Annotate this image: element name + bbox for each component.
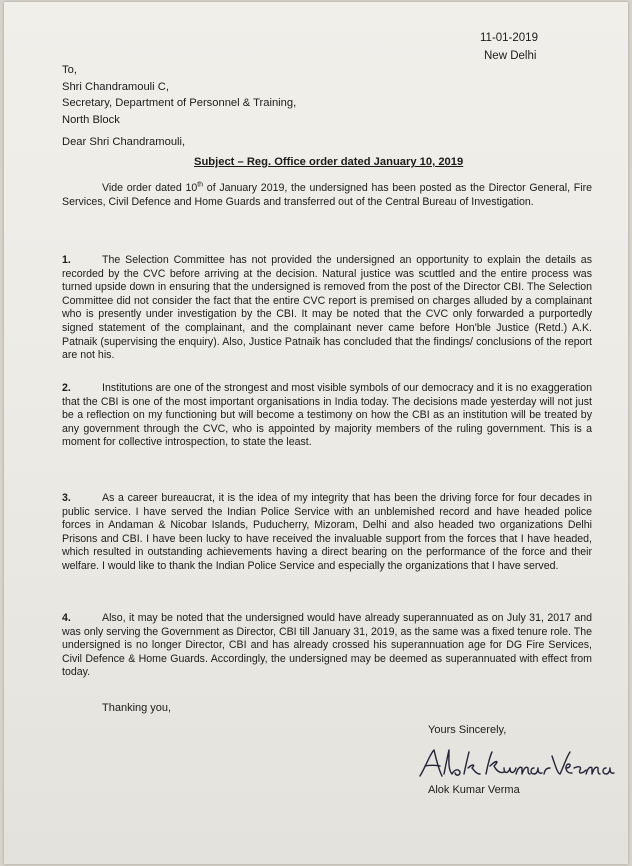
paragraph-4: [62, 612, 592, 680]
intro-text-end: of January 2019, the undersigned has been posted as the Director General, Fire Services, Civil Defence and Home Guards and transferred out of the Central Bureau of Investigation.: [62, 182, 592, 208]
letter-place: New Delhi: [484, 50, 537, 62]
paragraph-text: Institutions are one of the strongest and most visible symbols of our democracy and it is no exaggeration that the CBI is one of the most important organisations in India today. The decisions made yesterday will not just be a reflection on my functioning but will become a testimony on how the CBI as an institution will be treated by any government through the CVC, who is appointed by majority members of the ruling government. This is a moment for collective introspection, to state the least.: [62, 382, 592, 449]
address-line: Secretary, Department of Personnel & Training,: [62, 97, 297, 109]
handwritten-signature: [416, 746, 616, 782]
paragraph-number: 1.: [62, 254, 71, 266]
paragraph-1: [62, 254, 592, 363]
letter-date: 11-01-2019: [480, 32, 538, 44]
address-line: To,: [62, 64, 77, 76]
paragraph-3: [62, 492, 592, 574]
paragraph-text: Also, it may be noted that the undersigned would have already superannuated as on July 31, 2017 and was only serving the Government as Director, CBI till January 31, 2019, as the same was a fixed tenure role. The undersigned is no longer Director, CBI and has already crossed his superannuation age for DG Fire Services, Civil Defence & Home Guards. Accordingly, the undersigned may be deemed as superannuated with effect from today.: [62, 612, 592, 679]
address-line: Shri Chandramouli C,: [62, 80, 169, 93]
thanks-line: Thanking you,: [102, 702, 172, 714]
subject-line: Subject – Reg. Office order dated January 10, 2019: [194, 156, 464, 168]
paragraph-text: The Selection Committee has not provided the undersigned an opportunity to explain the details as recorded by the CVC before arriving at the decision. Natural justice was scuttled and the entire process was turned upside down in ensuring that the undersigned is removed from the post of the Director CBI. The Selection Committee did not consider the fact that the entire CVC report is premised on charges alluded by a complainant who is presently under investigation by the CBI. It may be noted that the CVC only forwarded a purportedly signed statement of the complainant, and the complainant never came before Hon'ble Justice (Retd.) A.K. Patnaik (supervising the enquiry). Also, Justice Patnaik has concluded that the findings/ conclusions of the report are not his.: [62, 254, 592, 362]
paragraph-number: 2.: [62, 382, 71, 394]
paragraph-text: As a career bureaucrat, it is the idea of my integrity that has been the driving force for four decades in public service. I have served the Indian Police Service with an unblemished record and have headed police forces in Andaman & Nicobar Islands, Puducherry, Mizoram, Delhi and also headed two organizations Delhi Prisons and CBI. I have been lucky to have received the invaluable support from the forces that I have headed, which resulted in outstanding achievements having a direct bearing on the performance of the force and their welfare. I would like to thank the Indian Police Service and especially the organizations that I have served.: [62, 492, 592, 572]
paragraph-number: 4.: [62, 612, 71, 624]
letter-page: [4, 2, 628, 864]
paragraph-number: 3.: [62, 492, 71, 504]
intro-paragraph: [62, 182, 592, 209]
signer-name: Alok Kumar Verma: [428, 784, 520, 796]
recipient-address: [62, 62, 422, 128]
paragraph-2: [62, 382, 592, 450]
intro-superscript: th: [197, 181, 204, 189]
intro-text-start: Vide order dated 10: [102, 182, 198, 194]
closing-line: Yours Sincerely,: [428, 724, 507, 736]
salutation: Dear Shri Chandramouli,: [62, 136, 186, 148]
address-line: North Block: [62, 113, 120, 126]
